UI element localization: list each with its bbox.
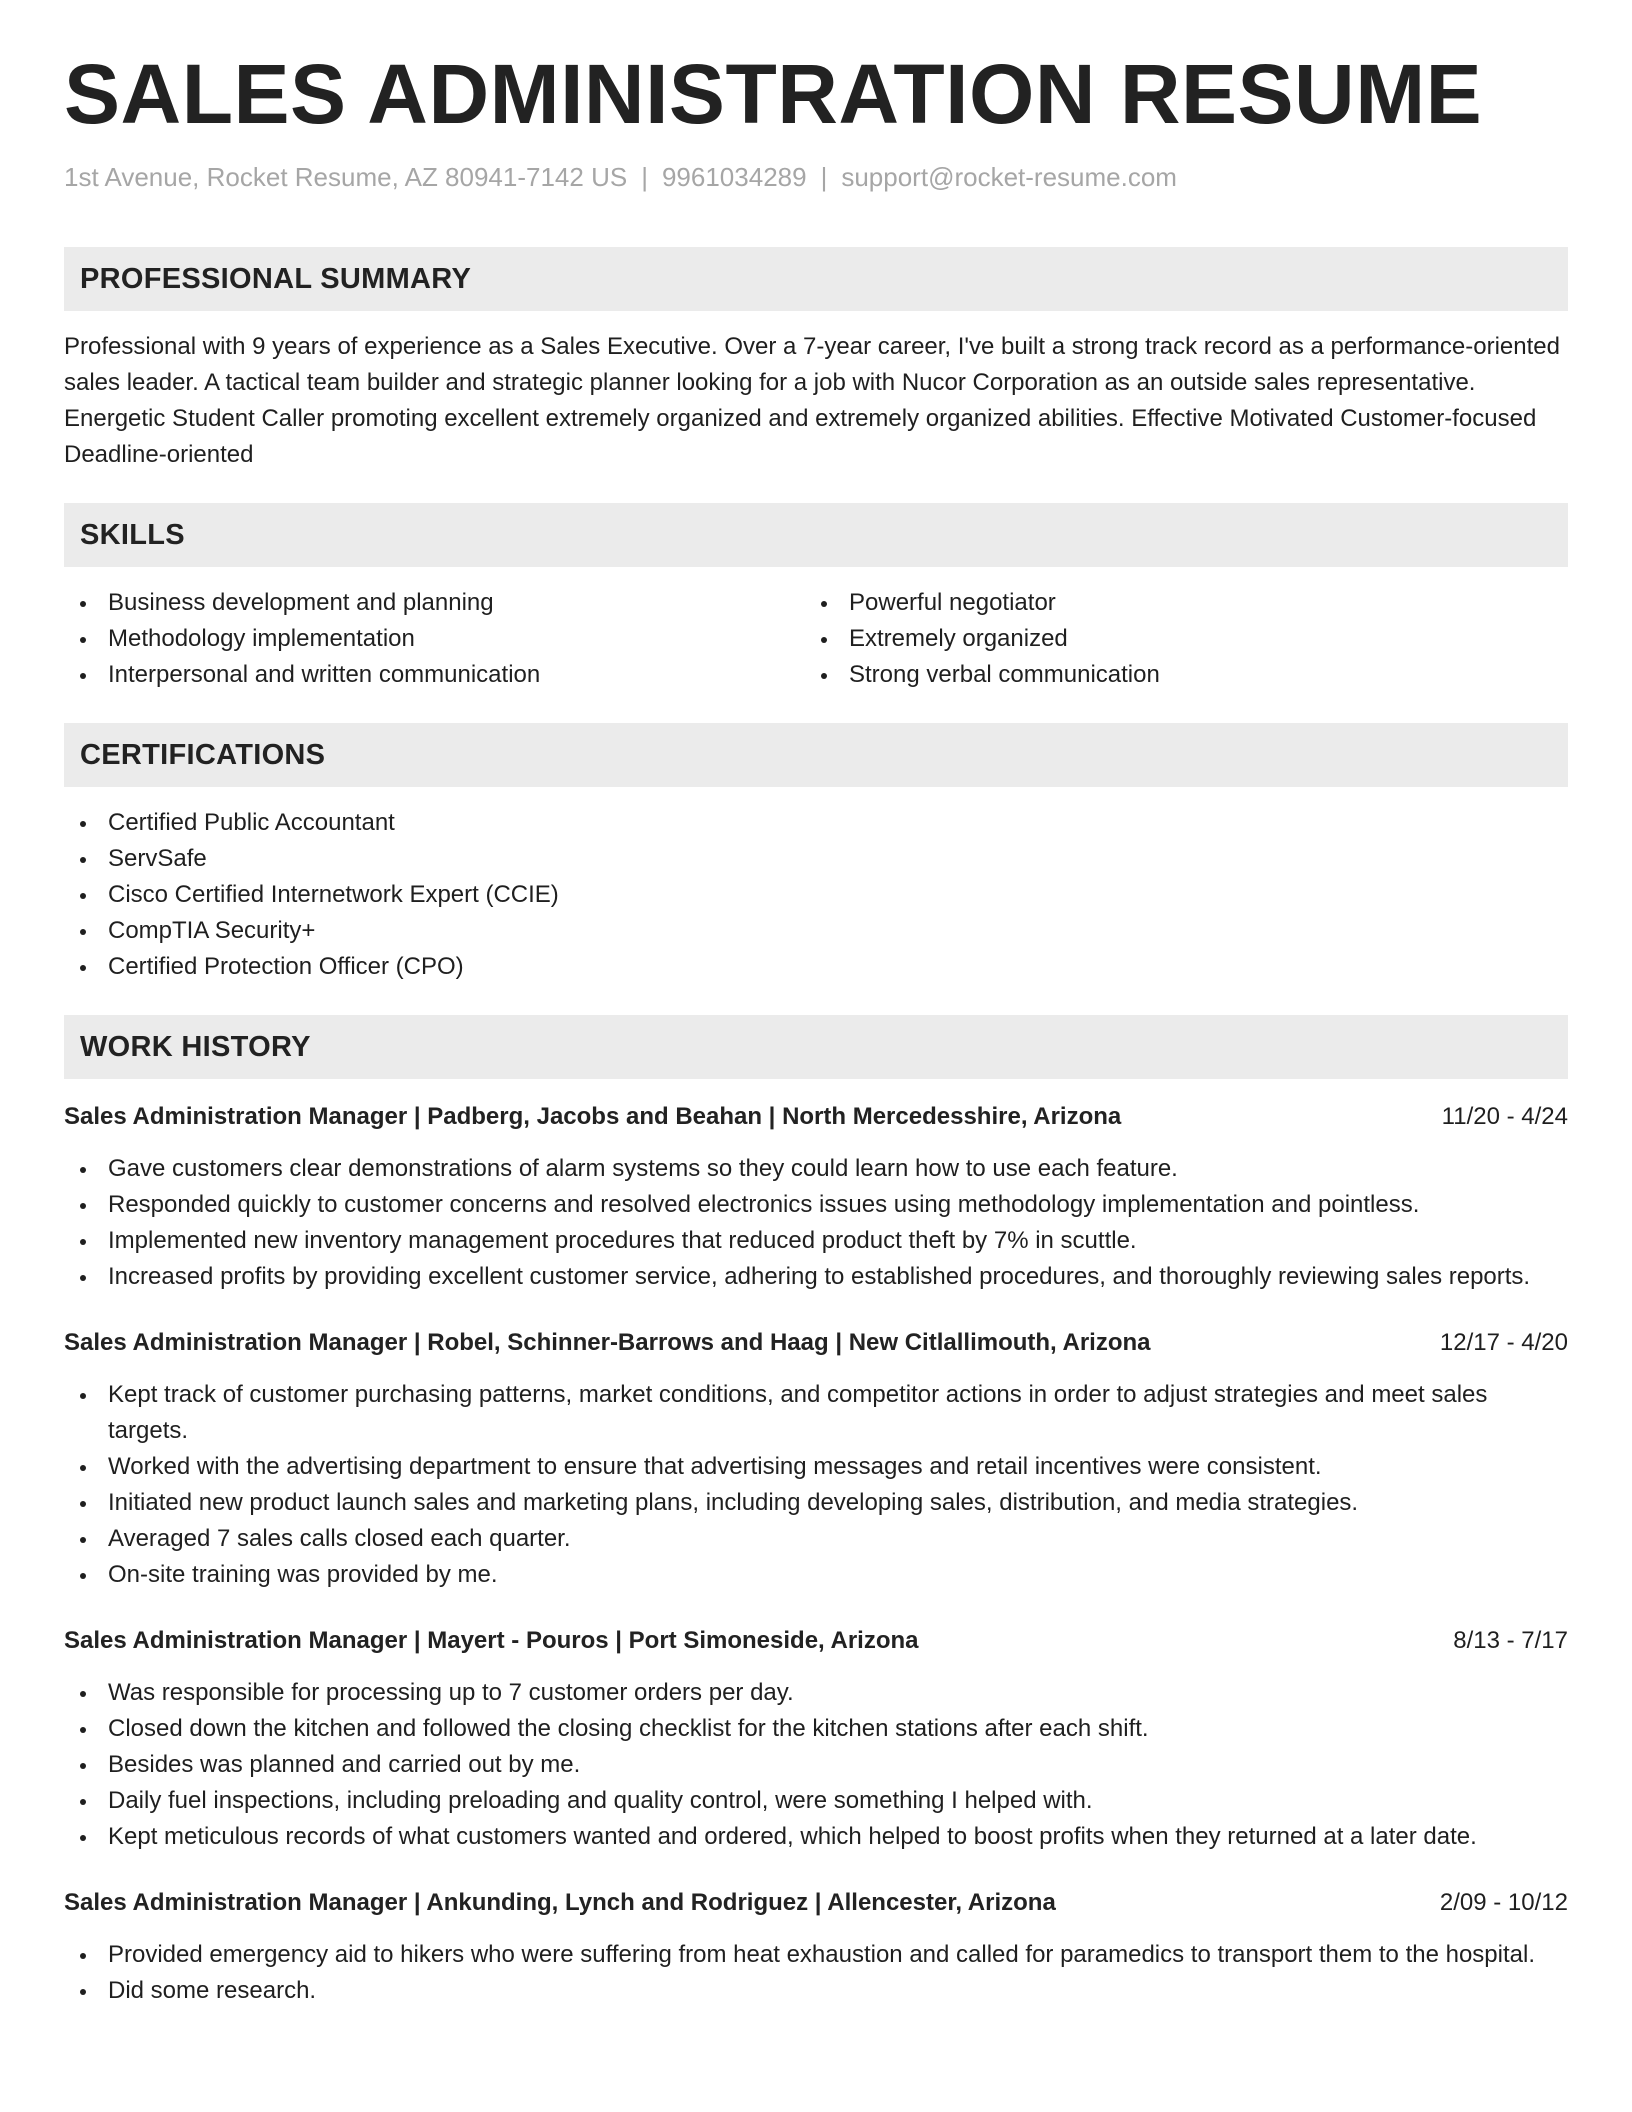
job-bullet: Implemented new inventory management procedures that reduced product theft by 7% in scuttle. — [64, 1223, 1568, 1259]
skill-item: Powerful negotiator — [805, 585, 1546, 621]
job-bullet: Besides was planned and carried out by me. — [64, 1747, 1568, 1783]
job-bullet: On-site training was provided by me. — [64, 1557, 1568, 1593]
certification-item: CompTIA Security+ — [64, 913, 1568, 949]
job-header — [64, 1325, 1568, 1361]
summary-text: Professional with 9 years of experience as a Sales Executive. Over a 7-year career, I've built a strong track record as a performance-oriented sales leader. A tactical team builder and strategic planner looking for a job with Nucor Corporation as an outside sales representative. Energetic Student Caller promoting excellent extremely organized and extremely organized abilities. Effective Motivated Customer-focused Deadline-oriented — [64, 333, 1560, 469]
skill-item: Interpersonal and written communication — [64, 657, 805, 693]
contact-separator: | — [641, 162, 648, 192]
job-dates: 2/09 - 10/12 — [1439, 1889, 1568, 1917]
job-header — [64, 1099, 1568, 1135]
job-bullet: Provided emergency aid to hikers who were suffering from heat exhaustion and called for paramedics to transport them to the hospital. — [64, 1937, 1568, 1973]
job-bullet: Averaged 7 sales calls closed each quarter. — [64, 1521, 1568, 1557]
contact-separator: | — [820, 162, 828, 192]
skills-list — [64, 585, 1568, 693]
contact-address: 1st Avenue, Rocket Resume, AZ 80941-7142 US — [64, 162, 628, 192]
job-entry — [64, 1885, 1568, 2009]
job-bullet: Responded quickly to customer concerns and resolved electronics issues using methodology implementation and pointless. — [64, 1187, 1568, 1223]
certification-item: Cisco Certified Internetwork Expert (CCIE) — [64, 877, 1568, 913]
job-bullet: Kept track of customer purchasing patterns, market conditions, and competitor actions in order to adjust strategies and meet sales targets. — [64, 1377, 1568, 1449]
job-bullet: Initiated new product launch sales and marketing plans, including developing sales, distribution, and media strategies. — [64, 1485, 1568, 1521]
skills-column-left — [64, 585, 805, 693]
job-entry — [64, 1325, 1568, 1593]
job-title: Sales Administration Manager | Robel, Schinner-Barrows and Haag | New Citlallimouth, Arizona — [64, 1329, 1151, 1357]
job-dates: 12/17 - 4/20 — [1439, 1329, 1568, 1357]
section-header-summary: PROFESSIONAL SUMMARY — [64, 247, 1568, 311]
job-title: Sales Administration Manager | Padberg, Jacobs and Beahan | North Mercedesshire, Arizona — [64, 1103, 1122, 1131]
contact-line — [64, 162, 1568, 193]
job-bullet: Was responsible for processing up to 7 customer orders per day. — [64, 1675, 1568, 1711]
job-bullets — [64, 1675, 1568, 1855]
job-bullet: Daily fuel inspections, including preloading and quality control, were something I helped with. — [64, 1783, 1568, 1819]
skills-column-right — [805, 585, 1546, 693]
job-header — [64, 1623, 1568, 1659]
certification-item: Certified Protection Officer (CPO) — [64, 949, 1568, 985]
page-title: SALES ADMINISTRATION RESUME — [64, 47, 1483, 141]
job-bullet: Closed down the kitchen and followed the closing checklist for the kitchen stations after each shift. — [64, 1711, 1568, 1747]
job-bullet: Gave customers clear demonstrations of alarm systems so they could learn how to use each feature. — [64, 1151, 1568, 1187]
skill-item: Extremely organized — [805, 621, 1546, 657]
job-bullet: Did some research. — [64, 1973, 1568, 2009]
job-dates: 11/20 - 4/24 — [1441, 1103, 1568, 1131]
contact-email: support@rocket-resume.com — [841, 162, 1177, 192]
skill-item: Business development and planning — [64, 585, 805, 621]
skill-item: Strong verbal communication — [805, 657, 1546, 693]
job-bullet: Worked with the advertising department to ensure that advertising messages and retail incentives were consistent. — [64, 1449, 1568, 1485]
job-bullet: Increased profits by providing excellent customer service, adhering to established procedures, and thoroughly reviewing sales reports. — [64, 1259, 1568, 1295]
job-title: Sales Administration Manager | Ankunding, Lynch and Rodriguez | Allencester, Arizona — [64, 1889, 1056, 1917]
job-title: Sales Administration Manager | Mayert - Pouros | Port Simoneside, Arizona — [64, 1627, 919, 1655]
job-entry — [64, 1623, 1568, 1855]
job-dates: 8/13 - 7/17 — [1453, 1627, 1568, 1655]
job-header — [64, 1885, 1568, 1921]
job-bullets — [64, 1377, 1568, 1593]
section-header-work-history: WORK HISTORY — [64, 1015, 1568, 1079]
section-header-skills: SKILLS — [64, 503, 1568, 567]
skill-item: Methodology implementation — [64, 621, 805, 657]
job-bullets — [64, 1937, 1568, 2009]
job-bullets — [64, 1151, 1568, 1295]
certification-item: Certified Public Accountant — [64, 805, 1568, 841]
contact-phone: 9961034289 — [661, 162, 807, 192]
certification-item: ServSafe — [64, 841, 1568, 877]
section-header-certifications: CERTIFICATIONS — [64, 723, 1568, 787]
certifications-list — [64, 805, 1568, 985]
job-entry — [64, 1099, 1568, 1295]
job-bullet: Kept meticulous records of what customers wanted and ordered, which helped to boost profits when they returned at a later date. — [64, 1819, 1568, 1855]
